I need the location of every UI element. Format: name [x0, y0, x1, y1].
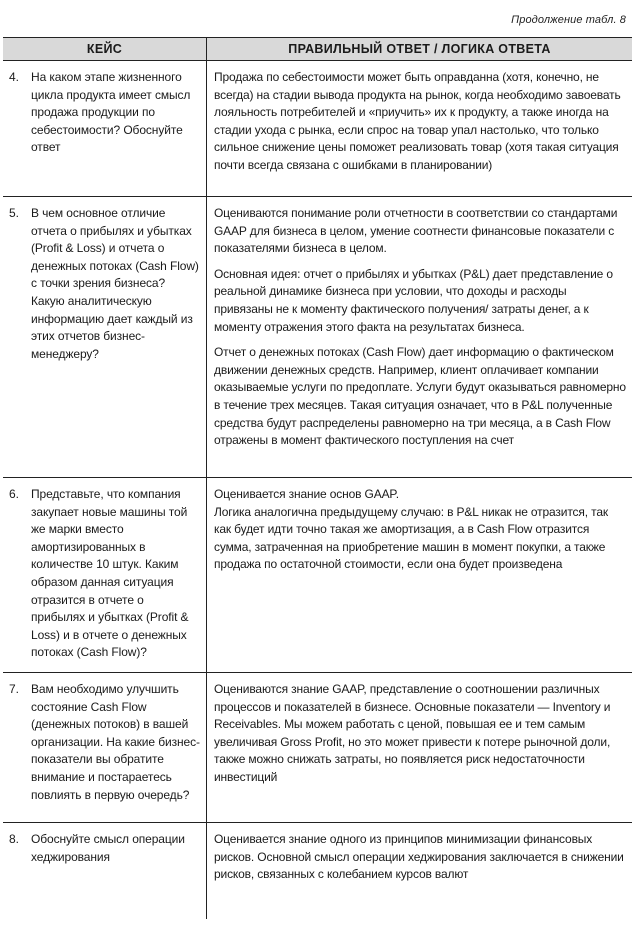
case-number: 4. — [9, 70, 19, 84]
answer-paragraph: Оценивается знание основ GAAP. — [214, 487, 399, 501]
answer-cell — [206, 823, 632, 919]
answer-cell — [206, 478, 632, 672]
answer-paragraph: Логика аналогична предыдущему случаю: в P&L никак не отразится, так как будет идти точно такая же амортизация, а в Cash Flow отразится сумма, затраченная на приобретение машин в момент покупки, а также продажа по остаточной стоимости, если она будет произведена — [214, 504, 608, 572]
case-number: 8. — [9, 832, 19, 846]
case-question: Обоснуйте смысл операции хеджирования — [31, 832, 185, 864]
case-cell — [3, 823, 206, 919]
case-question: На каком этапе жизненного цикла продукта имеет смысл продажа продукции по себестоимости? Обоснуйте ответ — [31, 70, 191, 155]
case-number: 7. — [9, 682, 19, 696]
answer-paragraph: Оцениваются знание GAAP, представление о соотношении различных процессов и показателей в бизнесе. Основные показатели — Inventory и Receivables. Мы можем работать с ценой, повышая ее и тем самым увеличивая Gross Profit, но это может привести к потере рыночной доли, также можно снижать затраты, но появляется риск недостаточности инвестиций — [214, 682, 611, 784]
answer-paragraph: Отчет о денежных потоках (Cash Flow) дает информацию о фактическом движении денежных средств. Например, клиент оплачивает компании оказываемые услуги по предоплате. Услуги будут оказываться равномерно в течение трех месяцев. Такая ситуация означает, что в P&L полученные средства будут распределены равномерно на три месяца, а в Cash Flow отражены в момент фактического поступления на счет — [214, 345, 626, 448]
case-number: 5. — [9, 206, 19, 220]
case-question: Представьте, что компания закупает новые машины той же марки вместо амортизированных в количестве 10 штук. Каким образом данная ситуация отразится в отчете о прибылях и убытках (Profit & Loss) и в отчете о денежных потоках (Cash Flow)? — [31, 487, 189, 660]
header-case: КЕЙС — [86, 42, 123, 56]
case-cell — [3, 673, 206, 822]
continuation-label: Продолжение табл. 8 — [511, 14, 626, 26]
table-row — [3, 197, 632, 478]
table-body — [3, 61, 632, 919]
case-cell — [3, 61, 206, 196]
case-cell — [3, 197, 206, 477]
answer-cell — [206, 197, 632, 477]
case-number: 6. — [9, 487, 19, 501]
answer-paragraph: Оцениваются понимание роли отчетности в соответствии со стандартами GAAP для бизнеса в целом, умение соотнести финансовые показатели с показателями бизнеса в целом. — [214, 206, 618, 256]
table-row — [3, 478, 632, 673]
answer-cell — [206, 61, 632, 196]
case-question: Вам необходимо улучшить состояние Cash Flow (денежных потоков) в вашей организации. На какие бизнес-показатели вы обратите внимание и постараетесь повлиять в первую очередь? — [31, 682, 200, 802]
table-header — [3, 38, 632, 61]
answer-paragraph: Основная идея: отчет о прибылях и убытках (P&L) дает представление о реальной динамике бизнеса при условии, что доходы и расходы привязаны не к моменту фактического получения/ затраты денег, а к моменту отражения этого факта на результатах бизнеса. — [214, 266, 613, 334]
case-cell — [3, 478, 206, 672]
table-row — [3, 61, 632, 197]
answer-cell — [206, 673, 632, 822]
table-row — [3, 823, 632, 919]
header-answer: ПРАВИЛЬНЫЙ ОТВЕТ / ЛОГИКА ОТВЕТА — [206, 38, 632, 60]
case-question: В чем основное отличие отчета о прибылях и убытках (Profit & Loss) и отчета о денежных потоках (Cash Flow) с точки зрения бизнеса? Какую аналитическую информацию дает каждый из этих отчетов бизнес-менеджеру? — [31, 206, 199, 361]
table-row — [3, 673, 632, 823]
cases-table — [3, 37, 632, 919]
answer-paragraph: Оценивается знание одного из принципов минимизации финансовых рисков. Основной смысл операции хеджирования заключается в снижении рисков, связанных с колебанием курсов валют — [214, 832, 624, 882]
answer-paragraph: Продажа по себестоимости может быть оправданна (хотя, конечно, не всегда) на стадии вывода продукта на рынок, когда необходимо завоевать лояльность потребителей и «приучить» их к продукту, а также иногда на стадии ухода с рынка, если спрос на товар упал настолько, что только сильное снижение цены поможет реализовать товар (хотя такая ситуация почти всегда связана с ошибками в планировании) — [214, 70, 621, 172]
